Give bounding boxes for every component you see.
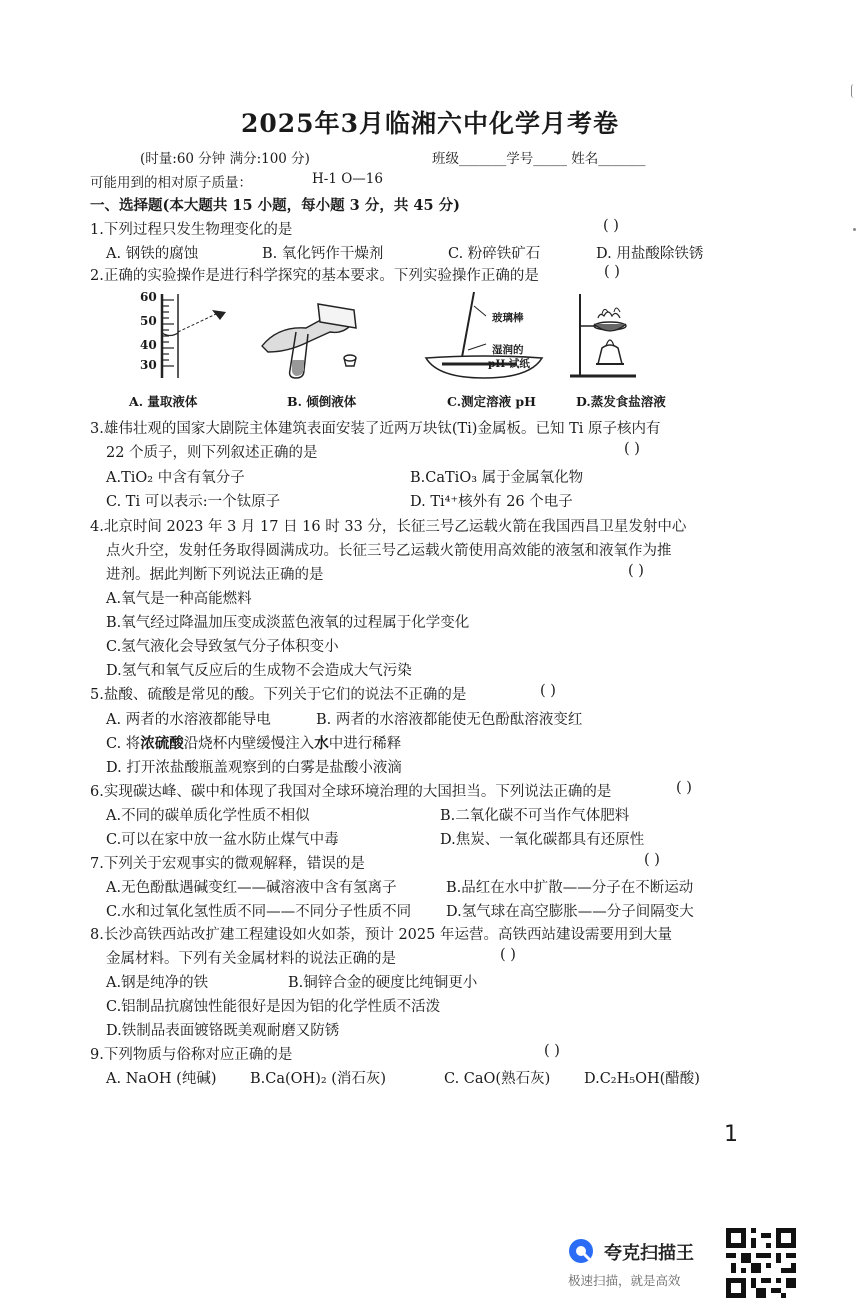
q8-option-c: C.铝制品抗腐蚀性能很好是因为铝的化学性质不活泼: [106, 999, 441, 1015]
scale-label-50: 50: [140, 314, 157, 328]
q9-option-d: D.C₂H₅OH(醋酸): [584, 1071, 700, 1087]
q1-option-a: A. 钢铁的腐蚀: [106, 246, 199, 262]
q5-option-a: A. 两者的水溶液都能导电: [106, 712, 271, 728]
exam-time-info: (时量:60 分钟 满分:100 分): [140, 151, 310, 167]
q5-answer-paren: ( ): [540, 683, 556, 699]
q8-stem-line2: 金属材料。下列有关金属材料的说法正确的是: [106, 951, 396, 967]
q1-option-b: B. 氧化钙作干燥剂: [262, 246, 384, 262]
q3-option-d: D. Ti⁴⁺核外有 26 个电子: [410, 494, 573, 510]
q3-answer-paren: ( ): [624, 441, 640, 457]
q9-option-c: C. CaO(熟石灰): [444, 1071, 551, 1087]
q4-option-b: B.氧气经过降温加压变成淡蓝色液氧的过程属于化学变化: [106, 615, 470, 631]
label-glass-rod: 玻璃棒: [492, 312, 524, 324]
q8-answer-paren: ( ): [500, 947, 516, 963]
scanner-tagline: 极速扫描，就是高效: [568, 1273, 681, 1288]
qr-code-image: [726, 1228, 796, 1298]
q2-caption-b: B. 倾倒液体: [287, 394, 357, 409]
q3-stem-line1: 3.雄伟壮观的国家大剧院主体建筑表面安装了近两万块钛(Ti)金属板。已知 Ti 原子核内有: [90, 421, 661, 437]
q6-option-c: C.可以在家中放一盆水防止煤气中毒: [106, 832, 339, 848]
q8-option-b: B.铜锌合金的硬度比纯铜更小: [288, 975, 478, 991]
atomic-mass-label: 可能用到的相对原子质量：: [90, 175, 252, 191]
figure-pour-liquid: [258, 286, 370, 382]
scanner-brand-name: 夸克扫描王: [604, 1243, 694, 1264]
q2-answer-paren: ( ): [604, 264, 620, 280]
q9-option-a: A. NaOH (纯碱): [106, 1071, 217, 1087]
scan-edge-dot: [853, 228, 856, 231]
q5-option-c-prefix: C. 将: [106, 736, 141, 752]
q9-answer-paren: ( ): [544, 1043, 560, 1059]
q4-option-d: D.氢气和氧气反应后的生成物不会造成大气污染: [106, 663, 412, 679]
scale-label-30: 30: [140, 358, 157, 372]
q5-option-c: [106, 732, 401, 753]
q5-option-c-middle: 沿烧杯内壁缓慢注入: [183, 736, 315, 752]
student-info-fields: 班级_______学号_____ 姓名_______: [432, 151, 646, 167]
q7-option-d: D.氢气球在高空膨胀——分子间隔变大: [446, 904, 694, 920]
q2-caption-a: A. 量取液体: [129, 394, 198, 409]
q2-caption-c: C.测定溶液 pH: [447, 394, 536, 409]
q5-option-c-bold-acid: 浓硫酸: [140, 735, 184, 752]
q8-option-d: D.铁制品表面镀铬既美观耐磨又防锈: [106, 1023, 340, 1039]
q5-option-b: B. 两者的水溶液都能使无色酚酞溶液变红: [316, 712, 583, 728]
q4-option-c: C.氢气液化会导致氢气分子体积变小: [106, 639, 339, 655]
q5-stem: 5.盐酸、硫酸是常见的酸。下列关于它们的说法不正确的是: [90, 687, 467, 703]
q6-option-b: B.二氧化碳不可当作气体肥料: [440, 808, 630, 824]
q9-option-b: B.Ca(OH)₂ (消石灰): [250, 1071, 387, 1087]
q6-option-a: A.不同的碳单质化学性质不相似: [106, 808, 310, 824]
scan-edge-mark: [851, 84, 857, 98]
q7-option-c: C.水和过氧化氢性质不同——不同分子性质不同: [106, 904, 412, 920]
q8-option-a: A.钢是纯净的铁: [106, 975, 209, 991]
atomic-mass-values: H-1 O—16: [312, 171, 383, 187]
q4-stem-line1: 4.北京时间 2023 年 3 月 17 日 16 时 33 分，长征三号乙运载火箭在我国西昌卫星发射中心: [90, 519, 687, 535]
label-wet-paper: 湿润的: [492, 344, 524, 356]
scanner-logo-icon: [568, 1238, 594, 1264]
q5-option-d: D. 打开浓盐酸瓶盖观察到的白雾是盐酸小液滴: [106, 760, 402, 776]
q3-stem-line2: 22 个质子，则下列叙述正确的是: [106, 445, 318, 461]
figure-measure-liquid: [134, 286, 234, 382]
q4-stem-line2: 点火升空，发射任务取得圆满成功。长征三号乙运载火箭使用高效能的液氢和液氧作为推: [106, 543, 672, 559]
figure-ph-test: [420, 286, 550, 382]
q3-option-b: B.CaTiO₃ 属于金属氧化物: [410, 470, 584, 486]
q1-answer-paren: ( ): [603, 218, 619, 234]
q2-stem: 2.正确的实验操作是进行科学探究的基本要求。下列实验操作正确的是: [90, 268, 539, 284]
q7-option-b: B.品红在水中扩散——分子在不断运动: [446, 880, 694, 896]
q1-option-c: C. 粉碎铁矿石: [448, 246, 541, 262]
q7-stem: 7.下列关于宏观事实的微观解释，错误的是: [90, 856, 365, 872]
q2-caption-d: D.蒸发食盐溶液: [576, 394, 666, 409]
q1-option-d: D. 用盐酸除铁锈: [596, 246, 704, 262]
q4-option-a: A.氧气是一种高能燃料: [106, 591, 252, 607]
figure-evaporation: [566, 286, 650, 382]
q7-answer-paren: ( ): [644, 852, 660, 868]
scale-label-60: 60: [140, 290, 157, 304]
q9-stem: 9.下列物质与俗称对应正确的是: [90, 1047, 293, 1063]
q3-option-a: A.TiO₂ 中含有氧分子: [106, 470, 245, 486]
q7-option-a: A.无色酚酞遇碱变红——碱溶液中含有氢离子: [106, 880, 397, 896]
label-ph-paper: pH 试纸: [488, 358, 530, 370]
q4-stem-line3: 进剂。据此判断下列说法正确的是: [106, 567, 324, 583]
q6-stem: 6.实现碳达峰、碳中和体现了我国对全球环境治理的大国担当。下列说法正确的是: [90, 784, 612, 800]
scale-label-40: 40: [140, 338, 157, 352]
q3-option-c: C. Ti 可以表示:一个钛原子: [106, 494, 281, 510]
q6-answer-paren: ( ): [676, 780, 692, 796]
q5-option-c-suffix: 中进行稀释: [328, 736, 402, 752]
q8-stem-line1: 8.长沙高铁西站改扩建工程建设如火如荼，预计 2025 年运营。高铁西站建设需要用到大量: [90, 927, 672, 943]
q4-answer-paren: ( ): [628, 563, 644, 579]
q5-option-c-bold-water: 水: [314, 735, 329, 752]
q6-option-d: D.焦炭、一氧化碳都具有还原性: [440, 832, 645, 848]
page-number: 1: [724, 1122, 738, 1147]
section-heading: 一、选择题(本大题共 15 小题，每小题 3 分，共 45 分): [90, 197, 460, 214]
exam-title: 2025年3月临湘六中化学月考卷: [241, 109, 619, 138]
q1-stem: 1.下列过程只发生物理变化的是: [90, 222, 293, 238]
